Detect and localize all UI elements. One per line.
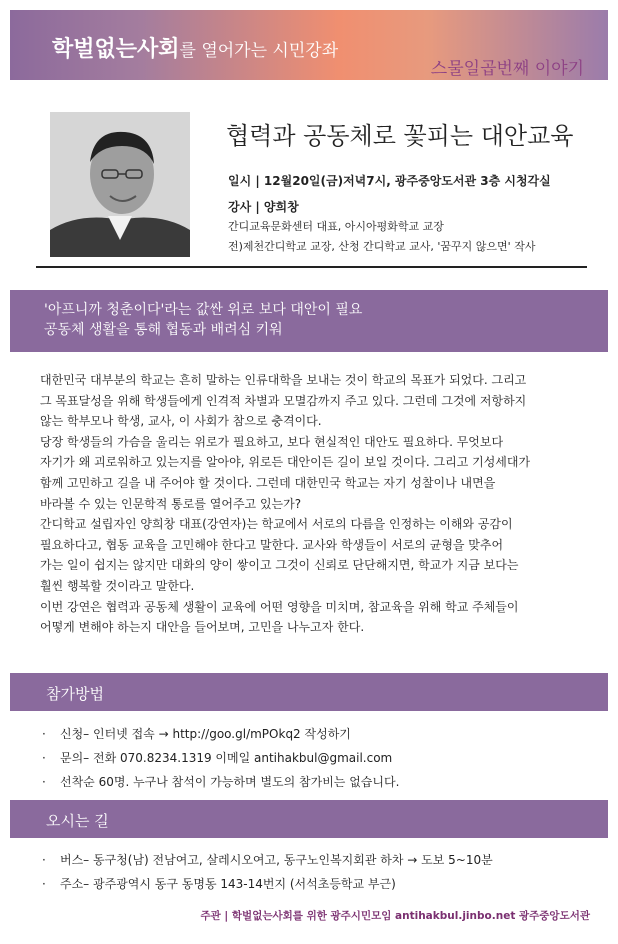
bullet-icon: · — [42, 877, 46, 891]
body-line: 그 목표달성을 위해 학생들에게 인격적 차별과 모멸감까지 주고 있다. 그런데 그것에 저항하지 — [40, 393, 527, 408]
body-line: 간디학교 설립자인 양희창 대표(강연자)는 학교에서 서로의 다름을 인정하는 이해와 공감이 — [40, 517, 513, 532]
list-item — [42, 848, 602, 872]
series-label: 스물일곱번째 이야기 — [430, 59, 584, 79]
body-line: 가는 일이 쉽지는 않지만 대화의 양이 쌓이고 그것이 신뢰로 단단해지면, 학교가 지금 보다는 — [40, 558, 519, 573]
body-line: 바라볼 수 있는 인문학적 통로를 열어주고 있는가? — [40, 496, 302, 511]
bullet-icon: · — [42, 853, 46, 867]
lecture-date: 일시 | 12월20일(금)저녁7시, 광주중앙도서관 3층 시청각실 — [228, 174, 551, 188]
speaker-photo — [50, 112, 190, 257]
bullet-icon: · — [42, 775, 46, 789]
quote-line-1: '아프니까 청춘이다'라는 값싼 위로 보다 대안이 필요 — [44, 302, 363, 318]
body-line: 않는 학부모나 학생, 교사, 이 사회가 참으로 충격이다. — [40, 414, 322, 429]
body-line: 대한민국 대부분의 학교는 흔히 말하는 인류대학을 보내는 것이 학교의 목표가 되었다. 그리고 — [40, 373, 527, 387]
body-line: 자기가 왜 괴로워하고 있는지를 알아야, 위로든 대안이든 길이 보일 것이다. 그리고 기성세대가 — [40, 455, 531, 470]
quote-line-2: 공동체 생활을 통해 협동과 배려심 키워 — [44, 322, 283, 338]
body-line: 당장 학생들의 가슴을 울리는 위로가 필요하고, 보다 현실적인 대안도 필요하다. 무엇보다 — [40, 434, 504, 449]
list-item — [42, 746, 602, 770]
body-line: 필요하다고, 협동 교육을 고민해야 한다고 말한다. 교사와 학생들이 서로의 균형을 맞추어 — [40, 537, 504, 552]
divider — [36, 266, 587, 268]
footer-organizer: 주관 | 학벌없는사회를 위한 광주시민모임 antihakbul.jinbo.net 광주중앙도서관 — [200, 910, 590, 922]
body-line: 이번 강연은 협력과 공동체 생활이 교육에 어떤 영향을 미치며, 참교육을 위해 학교 주체들이 — [40, 599, 519, 614]
banner-title-rest: 를 열어가는 시민강좌 — [179, 41, 339, 61]
list-item — [42, 770, 602, 794]
directions-heading: 오시는 길 — [10, 800, 608, 838]
speaker-bio-2: 전)제천간디학교 교장, 산청 간디학교 교사, '꿈꾸지 않으면' 작사 — [228, 240, 536, 253]
top-banner — [10, 10, 608, 80]
list-item-text: 주소– 광주광역시 동구 동명동 143-14번지 (서석초등학교 부근) — [60, 877, 396, 891]
speaker-bio-1: 간디교육문화센터 대표, 아시아평화학교 교장 — [228, 220, 444, 233]
lecture-title: 협력과 공동체로 꽃피는 대안교육 — [226, 122, 574, 150]
list-item-text: 신청– 인터넷 접속 → http://goo.gl/mPOkq2 작성하기 — [60, 727, 351, 741]
list-item-text: 선착순 60명. 누구나 참석이 가능하며 별도의 참가비는 없습니다. — [60, 775, 400, 789]
bullet-icon: · — [42, 751, 46, 765]
body-line: 함께 고민하고 길을 내 주어야 할 것이다. 그런데 대한민국 학교는 자기 성찰이나 내면을 — [40, 475, 496, 490]
body-text — [40, 370, 580, 638]
banner-title — [52, 32, 338, 63]
body-line: 어떻게 변해야 하는지 대안을 들어보며, 고민을 나누고자 한다. — [40, 620, 365, 635]
list-item — [42, 872, 602, 896]
banner-title-strong: 학벌없는사회 — [52, 37, 180, 62]
body-line: 훨씬 행복할 것이라고 말한다. — [40, 578, 195, 593]
participation-list — [42, 722, 602, 794]
quote-band — [10, 290, 608, 352]
bullet-icon: · — [42, 727, 46, 741]
lecture-speaker: 강사 | 양희창 — [228, 200, 299, 214]
list-item-text: 문의– 전화 070.8234.1319 이메일 antihakbul@gmail.com — [60, 751, 393, 765]
speaker-portrait-icon — [50, 112, 190, 257]
list-item-text: 버스– 동구청(남) 전남여고, 살레시오여고, 동구노인복지회관 하차 → 도보 5~10분 — [60, 853, 493, 867]
list-item — [42, 722, 602, 746]
directions-list — [42, 848, 602, 896]
participation-heading: 참가방법 — [10, 673, 608, 711]
